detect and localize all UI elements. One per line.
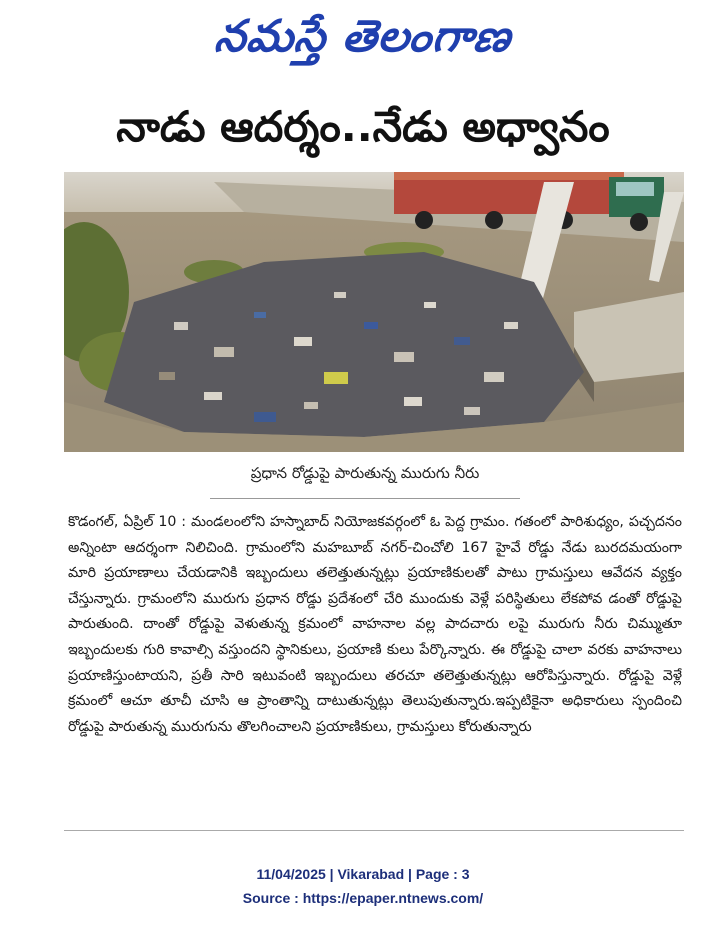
article-headline bbox=[0, 92, 726, 162]
footer-dateline: 11/04/2025 | Vikarabad | Page : 3 bbox=[256, 866, 470, 882]
masthead-title: నమస్తే తెలంగాణ bbox=[212, 11, 514, 62]
news-photo bbox=[64, 172, 684, 452]
caption-text: ప్రధాన రోడ్డుపై పారుతున్న మురుగు నీరు bbox=[250, 464, 480, 482]
garbage-dump-photo bbox=[64, 172, 684, 452]
article-body: కొడంగల్, ఏప్రిల్ 10 : మండలంలోని హస్నాబాద్ నియోజకవర్గంలో ఓ పెద్ద గ్రామం. గతంలో పారిశుధ్యం, పచ్చదనం అన్నింటా ఆదర్శంగా నిలిచింది. గ్రామంలోని మహబూబ్ నగర్-చించోలి 167 హైవే రోడ్డు నేడు బురదమయంగా మారి ప్రయాణాలు చేయడానికి ఇబ్బందులు తలెత్తుతున్నట్లు ప్రయాణికులతో పాటు గ్రామస్తులు ఆవేదన వ్యక్తం చేస్తున్నారు. గ్రామంలోని మురుగు ప్రధాన రోడ్డు ప్రదేశంలో చేరి ముందుకు వెళ్లే పరిస్థితులు లేకపోవ డంతో రోడ్డుపై పారుతుంది. దాంతో రోడ్డుపై వెళుతున్న క్రమంలో వాహనాల వల్ల పాదచారు లపై మురుగు నీరు చిమ్ముతూ ఇబ్బందులకు గురి కావాల్సి వస్తుందని స్థానికులు, ప్రయాణి కులు పేర్కొన్నారు. ఈ రోడ్డుపై చాలా వరకు వాహనాలు ప్రయాణిస్తుంటాయని, ప్రతీ సారి ఇటువంటి ఇబ్బందులు తరచూ తలెత్తుతున్నట్లు ఆరోపిస్తున్నారు. రోడ్డుపై వెళ్లే క్రమంలో ఆచూ తూచీ చూసి ఆ ప్రాంతాన్ని దాటుతున్నట్లు తెలుపుతున్నారు.ఇప్పటికైనా అధికారులు స్పందించి రోడ్డుపై పారుతున్న మురుగును తొలగించాలని ప్రయాణికులు, గ్రామస్తులు కోరుతున్నారు bbox=[68, 514, 682, 735]
newspaper-masthead bbox=[0, 6, 726, 68]
article-divider bbox=[64, 830, 684, 831]
footer-source: Source : https://epaper.ntnews.com/ bbox=[242, 890, 484, 906]
headline-text: నాడు ఆదర్శం..నేడు అధ్వానం bbox=[116, 102, 610, 151]
photo-caption bbox=[210, 462, 520, 499]
